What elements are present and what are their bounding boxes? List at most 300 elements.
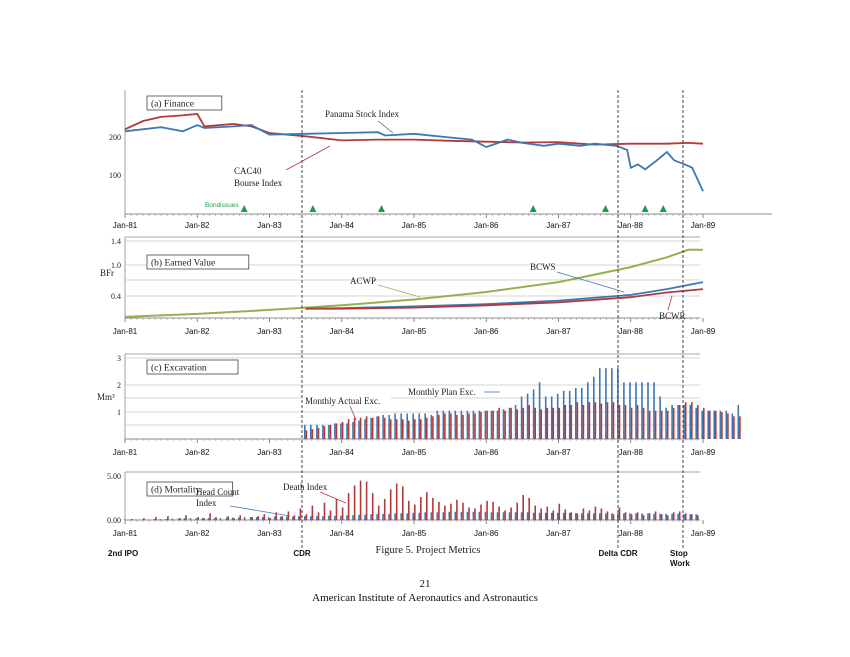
bar-blue: [286, 517, 288, 520]
bar-blue: [575, 388, 577, 439]
bar-red: [480, 412, 482, 439]
x-tick-label: Jan-85: [401, 448, 427, 457]
bar-blue: [479, 512, 481, 520]
bar-blue: [611, 368, 613, 439]
bar-blue: [653, 382, 655, 439]
series-line-cac40-bourse-index: [125, 114, 703, 145]
bar-blue: [437, 512, 439, 520]
bar-blue: [394, 414, 396, 440]
bar-blue: [581, 388, 583, 439]
bar-red: [336, 499, 338, 520]
bar-red: [703, 408, 705, 439]
bar-red: [625, 512, 627, 520]
bar-red: [631, 408, 633, 439]
bar-red: [390, 419, 392, 439]
bar-blue: [539, 382, 541, 439]
bar-blue: [557, 394, 559, 439]
bar-red: [167, 516, 169, 520]
bar-blue: [605, 513, 607, 520]
bar-red: [522, 495, 524, 520]
bond-issue-marker: [642, 205, 649, 212]
bar-blue: [467, 512, 469, 520]
page-number: 21: [419, 578, 431, 590]
bar-red: [432, 416, 434, 439]
bar-blue: [611, 513, 613, 520]
bar-red: [492, 502, 494, 520]
bar-red: [661, 411, 663, 439]
bar-blue: [732, 414, 734, 440]
bar-red: [474, 414, 476, 440]
annotation-death-index: Death Index: [283, 482, 328, 492]
bar-blue: [256, 517, 258, 520]
bar-blue: [677, 405, 679, 439]
bar-red: [330, 510, 332, 520]
x-tick-label: Jan-83: [257, 327, 282, 336]
bar-blue: [352, 515, 354, 520]
bond-issue-marker: [241, 205, 248, 212]
bar-blue: [268, 517, 270, 520]
bar-red: [486, 411, 488, 439]
bar-red: [420, 497, 422, 520]
bar-blue: [449, 512, 451, 520]
bar-red: [643, 408, 645, 439]
bar-red: [372, 493, 374, 520]
bar-red: [312, 429, 314, 439]
panel-label: (a) Finance: [151, 99, 194, 110]
bar-blue: [563, 513, 565, 520]
bar-blue: [599, 513, 601, 520]
annotation-arrow-headcount: [230, 506, 290, 516]
bar-blue: [701, 411, 703, 439]
bar-blue: [509, 512, 511, 520]
bar-red: [691, 402, 693, 439]
bar-red: [312, 506, 314, 520]
bar-blue: [437, 411, 439, 439]
bar-blue: [160, 519, 162, 520]
milestone-work: Work: [670, 559, 690, 568]
bar-blue: [527, 512, 529, 520]
series-line-panama-stock-index: [125, 125, 703, 191]
annotation-arrow-death: [320, 492, 346, 503]
bar-blue: [238, 518, 240, 520]
bar-red: [565, 405, 567, 439]
bar-red: [300, 509, 302, 521]
y-axis-label: Mm³: [97, 392, 115, 402]
x-tick-label: Jan-87: [546, 327, 571, 336]
bar-blue: [455, 512, 457, 520]
bar-red: [673, 512, 675, 520]
x-tick-label: Jan-86: [474, 448, 499, 457]
bar-blue: [316, 516, 318, 520]
bar-red: [336, 423, 338, 439]
bar-blue: [720, 411, 722, 439]
bar-blue: [726, 411, 728, 439]
bar-blue: [738, 405, 740, 439]
bar-blue: [683, 405, 685, 439]
bar-blue: [142, 520, 144, 521]
bar-blue: [599, 368, 601, 439]
milestone-stop: Stop: [670, 549, 688, 558]
bar-blue: [659, 397, 661, 440]
bar-blue: [244, 517, 246, 520]
bar-red: [565, 509, 567, 520]
bar-red: [450, 504, 452, 520]
bar-blue: [304, 425, 306, 439]
bar-red: [733, 416, 735, 439]
bar-blue: [515, 405, 517, 439]
bar-blue: [521, 512, 523, 520]
bar-red: [649, 411, 651, 439]
bar-blue: [214, 518, 216, 520]
bar-red: [294, 515, 296, 520]
bar-blue: [148, 520, 150, 521]
bar-blue: [641, 513, 643, 520]
bar-red: [540, 409, 542, 439]
x-tick-label: Jan-84: [329, 327, 354, 336]
x-tick-label: Jan-89: [690, 529, 716, 538]
bar-blue: [250, 517, 252, 520]
bar-red: [251, 517, 253, 520]
bar-red: [655, 411, 657, 439]
bar-blue: [461, 411, 463, 439]
bar-red: [607, 511, 609, 520]
bar-blue: [533, 389, 535, 439]
x-tick-label: Jan-81: [112, 221, 138, 230]
bar-blue: [166, 519, 168, 520]
y-tick-label: 0.00: [107, 516, 121, 525]
bar-red: [492, 411, 494, 439]
x-tick-label: Jan-89: [690, 448, 716, 457]
bar-blue: [298, 516, 300, 520]
bar-red: [504, 510, 506, 520]
bar-red: [384, 499, 386, 520]
annotation-bcws: BCWS: [530, 262, 556, 272]
bar-blue: [310, 425, 312, 439]
bar-blue: [154, 519, 156, 520]
bar-blue: [665, 514, 667, 520]
bar-blue: [449, 411, 451, 439]
milestone-delta-cdr: Delta CDR: [598, 549, 638, 558]
bar-blue: [629, 382, 631, 439]
annotation-cac40-line2: Bourse Index: [234, 178, 283, 188]
bar-blue: [406, 414, 408, 440]
bar-blue: [485, 411, 487, 439]
bar-blue: [605, 368, 607, 439]
bond-issue-marker: [378, 205, 385, 212]
bar-red: [324, 503, 326, 520]
bar-blue: [232, 518, 234, 520]
bar-red: [685, 513, 687, 520]
bar-red: [486, 501, 488, 520]
bar-blue: [280, 517, 282, 520]
bar-blue: [527, 394, 529, 439]
bar-blue: [593, 377, 595, 439]
bar-red: [354, 418, 356, 439]
bar-red: [504, 411, 506, 439]
bar-blue: [545, 513, 547, 520]
earned-value-panel: [100, 237, 716, 336]
bar-red: [474, 509, 476, 521]
bar-red: [438, 502, 440, 520]
bar-red: [697, 405, 699, 439]
bar-blue: [424, 414, 426, 440]
bar-blue: [322, 516, 324, 520]
y-tick-label: 5.00: [107, 472, 121, 481]
bar-red: [522, 408, 524, 439]
bar-blue: [443, 411, 445, 439]
bar-red: [553, 510, 555, 520]
bar-blue: [635, 382, 637, 439]
bar-red: [306, 431, 308, 440]
bar-blue: [485, 512, 487, 520]
bar-red: [131, 519, 133, 520]
bar-blue: [394, 513, 396, 520]
bar-red: [378, 506, 380, 520]
bar-red: [721, 412, 723, 439]
bond-issue-marker: [530, 205, 537, 212]
bar-blue: [262, 517, 264, 520]
x-tick-label: Jan-85: [401, 221, 427, 230]
y-tick-label: 1: [117, 408, 121, 417]
bar-red: [655, 511, 657, 520]
bar-blue: [539, 513, 541, 520]
bar-blue: [443, 512, 445, 520]
bar-red: [462, 503, 464, 520]
annotation-head-count: Head Count: [196, 487, 240, 497]
bar-blue: [226, 518, 228, 520]
panel-label: (d) Mortality: [151, 485, 201, 496]
mortality-panel: [107, 472, 716, 538]
bar-red: [480, 505, 482, 520]
x-tick-label: Jan-88: [618, 529, 643, 538]
bar-red: [625, 405, 627, 439]
bar-blue: [274, 517, 276, 520]
bar-blue: [184, 518, 186, 520]
bar-red: [360, 481, 362, 520]
bar-red: [553, 408, 555, 439]
bar-blue: [503, 409, 505, 439]
bar-red: [143, 518, 145, 520]
bar-blue: [418, 414, 420, 440]
bar-blue: [551, 513, 553, 520]
bar-blue: [376, 514, 378, 520]
bar-red: [282, 516, 284, 520]
bar-blue: [376, 416, 378, 439]
bar-red: [227, 516, 229, 520]
milestone-2nd-ipo: 2nd IPO: [108, 549, 139, 558]
x-tick-label: Jan-81: [112, 327, 138, 336]
bar-red: [342, 508, 344, 521]
panel-label: (b) Earned Value: [151, 258, 216, 269]
bar-blue: [473, 411, 475, 439]
bar-blue: [346, 423, 348, 439]
bar-red: [233, 518, 235, 520]
x-tick-label: Jan-84: [329, 221, 354, 230]
annotation-acwp: ACWP: [350, 276, 377, 286]
x-tick-label: Jan-83: [257, 448, 282, 457]
bar-red: [348, 419, 350, 439]
bar-red: [547, 408, 549, 439]
bar-blue: [707, 411, 709, 439]
bar-red: [420, 419, 422, 439]
bar-blue: [623, 513, 625, 520]
bar-red: [679, 511, 681, 520]
x-tick-label: Jan-85: [401, 529, 427, 538]
bar-blue: [635, 513, 637, 520]
bar-blue: [358, 421, 360, 439]
bar-red: [444, 414, 446, 440]
bar-blue: [497, 411, 499, 439]
annotation-plan-exc: Monthly Plan Exc.: [408, 387, 476, 397]
bar-red: [547, 507, 549, 520]
bar-blue: [352, 422, 354, 439]
bar-blue: [190, 518, 192, 520]
x-tick-label: Jan-84: [329, 529, 354, 538]
bar-red: [637, 512, 639, 520]
bar-blue: [388, 415, 390, 439]
bar-red: [402, 419, 404, 439]
bar-blue: [587, 513, 589, 520]
bar-blue: [551, 397, 553, 440]
bar-red: [613, 402, 615, 439]
bar-red: [709, 411, 711, 439]
panel-label: (c) Excavation: [151, 363, 207, 374]
x-tick-label: Jan-87: [546, 221, 571, 230]
bar-red: [414, 419, 416, 439]
y-tick-label: 1.0: [111, 261, 121, 270]
x-tick-label: Jan-86: [474, 529, 499, 538]
bar-blue: [689, 514, 691, 520]
bar-red: [360, 418, 362, 439]
bar-blue: [382, 514, 384, 520]
bar-red: [215, 517, 217, 520]
milestone-cdr: CDR: [293, 549, 311, 558]
bar-red: [390, 489, 392, 520]
bar-blue: [220, 518, 222, 520]
bar-blue: [491, 411, 493, 439]
bar-red: [396, 419, 398, 439]
y-tick-label: 200: [109, 133, 121, 142]
bar-red: [571, 512, 573, 520]
y-tick-label: 3: [117, 354, 121, 363]
bar-blue: [533, 513, 535, 520]
bar-red: [589, 510, 591, 520]
bar-blue: [569, 391, 571, 439]
bar-red: [462, 415, 464, 439]
x-tick-label: Jan-86: [474, 327, 499, 336]
bar-red: [516, 409, 518, 439]
bar-blue: [653, 514, 655, 520]
bar-blue: [581, 513, 583, 520]
annotation-arrow-acwp: [378, 285, 420, 297]
bond-issues-label: Bondissues: [205, 202, 239, 209]
figure-caption: Figure 5. Project Metrics: [375, 545, 481, 556]
bar-blue: [665, 408, 667, 439]
finance-panel: [109, 90, 772, 230]
bar-red: [559, 408, 561, 439]
bar-blue: [129, 520, 131, 521]
bar-blue: [328, 516, 330, 520]
x-tick-label: Jan-82: [185, 448, 210, 457]
bar-red: [456, 415, 458, 439]
bar-red: [589, 402, 591, 439]
bar-red: [595, 402, 597, 439]
bar-red: [239, 515, 241, 520]
bar-blue: [340, 423, 342, 439]
bar-blue: [479, 411, 481, 439]
bar-red: [510, 508, 512, 521]
bar-red: [396, 484, 398, 521]
bar-blue: [304, 516, 306, 520]
bar-red: [577, 402, 579, 439]
bar-blue: [431, 415, 433, 439]
bar-red: [450, 414, 452, 440]
bar-red: [679, 405, 681, 439]
annotation-actual-exc: Monthly Actual Exc.: [305, 396, 381, 406]
annotation-panama: Panama Stock Index: [325, 109, 399, 119]
bar-blue: [617, 368, 619, 439]
bar-red: [402, 486, 404, 520]
bar-red: [432, 498, 434, 520]
bar-red: [324, 426, 326, 439]
bar-blue: [334, 423, 336, 439]
bar-red: [571, 405, 573, 439]
bar-blue: [370, 418, 372, 439]
bar-blue: [135, 520, 137, 521]
bar-blue: [659, 514, 661, 520]
x-tick-label: Jan-87: [546, 448, 571, 457]
bar-red: [619, 508, 621, 521]
bar-red: [438, 415, 440, 439]
bar-blue: [647, 382, 649, 439]
y-tick-label: 0.4: [111, 292, 121, 301]
bar-red: [661, 514, 663, 520]
x-tick-label: Jan-84: [329, 448, 354, 457]
bar-blue: [418, 513, 420, 520]
bar-red: [444, 506, 446, 520]
bond-issue-marker: [602, 205, 609, 212]
bar-blue: [587, 382, 589, 439]
bar-red: [697, 515, 699, 520]
bar-blue: [346, 515, 348, 520]
bar-red: [306, 514, 308, 520]
bar-blue: [671, 405, 673, 439]
annotation-cac40: CAC40: [234, 166, 262, 176]
bar-red: [667, 411, 669, 439]
bar-red: [583, 509, 585, 521]
bar-blue: [677, 514, 679, 520]
bar-blue: [647, 513, 649, 520]
bar-red: [595, 507, 597, 520]
bar-red: [649, 513, 651, 520]
bar-red: [673, 408, 675, 439]
bar-blue: [593, 513, 595, 520]
bar-red: [366, 416, 368, 439]
bar-red: [330, 425, 332, 439]
bar-blue: [467, 411, 469, 439]
x-tick-label: Jan-82: [185, 221, 210, 230]
bar-red: [685, 402, 687, 439]
bar-red: [631, 514, 633, 520]
bar-blue: [202, 518, 204, 520]
bar-blue: [364, 419, 366, 439]
bar-red: [366, 482, 368, 520]
publisher-footer: American Institute of Aeronautics and Astronautics: [312, 592, 538, 604]
bar-blue: [382, 415, 384, 439]
bar-red: [197, 517, 199, 520]
bar-blue: [473, 512, 475, 520]
bar-blue: [629, 513, 631, 520]
